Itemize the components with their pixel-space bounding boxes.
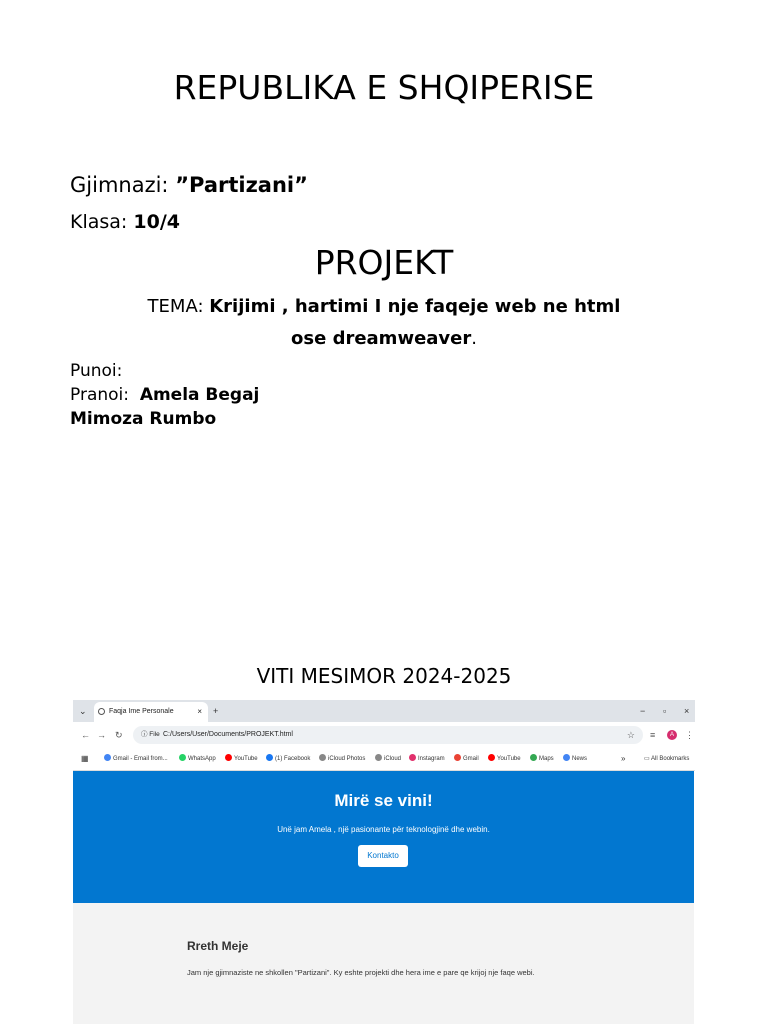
hero-section: [73, 771, 694, 903]
youtube-icon: [488, 754, 495, 761]
bookmark-instagram[interactable]: Instagram: [409, 748, 445, 770]
whatsapp-icon: [179, 754, 186, 761]
about-section: [73, 903, 694, 1024]
tab-title: Faqja Ime Personale: [109, 708, 174, 715]
theme-line-1: [0, 296, 768, 317]
tab-bar: [73, 700, 695, 722]
close-window-button[interactable]: ×: [684, 706, 690, 716]
tab-close-icon[interactable]: ×: [197, 707, 202, 716]
apple-icon: [319, 754, 326, 761]
minimize-button[interactable]: −: [640, 706, 646, 716]
url-text: C:/Users/User/Documents/PROJEKT.html: [163, 731, 293, 738]
reload-icon[interactable]: ↻: [115, 730, 123, 740]
theme-text-1: Krijimi , hartimi I nje faqeje web ne html: [209, 296, 621, 317]
document-heading: REPUBLIKA E SHQIPERISE: [173, 68, 595, 107]
hero-title: Mirë se vini!: [334, 791, 433, 810]
school-line: [70, 173, 308, 197]
about-title: Rreth Meje: [187, 939, 249, 953]
theme-period: .: [471, 328, 477, 349]
bookmark-gmail[interactable]: Gmail - Email from...: [104, 748, 168, 770]
browser-tab[interactable]: [94, 702, 208, 722]
all-bookmarks[interactable]: ▭ All Bookmarks: [644, 756, 690, 762]
tab-favicon-icon: [98, 708, 105, 715]
school-label: Gjimnazi:: [70, 173, 176, 197]
site-info-chip[interactable]: ⓘ File: [141, 731, 160, 738]
folder-icon: ▭: [644, 756, 652, 762]
class-value: 10/4: [133, 211, 180, 233]
bookmark-icloud-photos[interactable]: iCloud Photos: [319, 748, 365, 770]
bookmark-gmail-2[interactable]: Gmail: [454, 748, 479, 770]
bookmark-youtube[interactable]: YouTube: [225, 748, 258, 770]
facebook-icon: [266, 754, 273, 761]
bookmark-star-icon[interactable]: ☆: [626, 730, 635, 740]
school-year: VITI MESIMOR 2024-2025: [256, 664, 512, 688]
google-icon: [104, 754, 111, 761]
school-name: ”Partizani”: [175, 173, 308, 197]
teacher-name: Mimoza Rumbo: [70, 409, 217, 429]
bookmarks-bar: [73, 748, 695, 771]
received-line: [70, 385, 259, 405]
worked-label: Punoi:: [70, 361, 123, 381]
bookmark-maps[interactable]: Maps: [530, 748, 554, 770]
more-bookmarks-icon[interactable]: »: [621, 754, 626, 763]
new-tab-button[interactable]: +: [213, 706, 219, 716]
news-icon: [563, 754, 570, 761]
class-label: Klasa:: [70, 211, 134, 233]
instagram-icon: [409, 754, 416, 761]
maximize-button[interactable]: ▫: [663, 706, 667, 716]
apple-icon: [375, 754, 382, 761]
theme-line-2: [0, 328, 768, 349]
forward-icon[interactable]: →: [97, 730, 106, 740]
browser-screenshot: [73, 700, 695, 1024]
address-row: [73, 722, 695, 748]
reading-list-icon[interactable]: ≡: [650, 730, 656, 740]
class-line: [70, 211, 180, 233]
menu-icon[interactable]: ⋮: [685, 730, 694, 740]
theme-text-2: ose dreamweaver: [291, 328, 472, 349]
bookmark-whatsapp[interactable]: WhatsApp: [179, 748, 216, 770]
about-text: Jam nje gjimnaziste ne shkollen "Partizani". Ky eshte projekti dhe hera ime e pare qe krijoj nje faqe webi.: [187, 968, 535, 977]
back-icon[interactable]: ←: [81, 730, 90, 740]
author-name: Amela Begaj: [139, 385, 260, 405]
received-label: Pranoi:: [70, 385, 129, 405]
theme-label: TEMA:: [147, 296, 210, 317]
hero-text: Unë jam Amela , një pasionante për teknologjinë dhe webin.: [277, 825, 490, 834]
gmail-icon: [454, 754, 461, 761]
project-title: PROJEKT: [314, 243, 454, 282]
bookmark-facebook[interactable]: (1) Facebook: [266, 748, 310, 770]
maps-icon: [530, 754, 537, 761]
bookmark-news[interactable]: News: [563, 748, 587, 770]
bookmark-icloud[interactable]: iCloud: [375, 748, 401, 770]
youtube-icon: [225, 754, 232, 761]
apps-grid-icon[interactable]: ▦: [81, 754, 89, 763]
address-bar[interactable]: [133, 726, 643, 744]
tab-search-icon[interactable]: ⌄: [79, 706, 87, 716]
contact-button[interactable]: Kontakto: [358, 845, 408, 867]
bookmark-youtube-2[interactable]: YouTube: [488, 748, 521, 770]
avatar[interactable]: A: [667, 730, 677, 740]
